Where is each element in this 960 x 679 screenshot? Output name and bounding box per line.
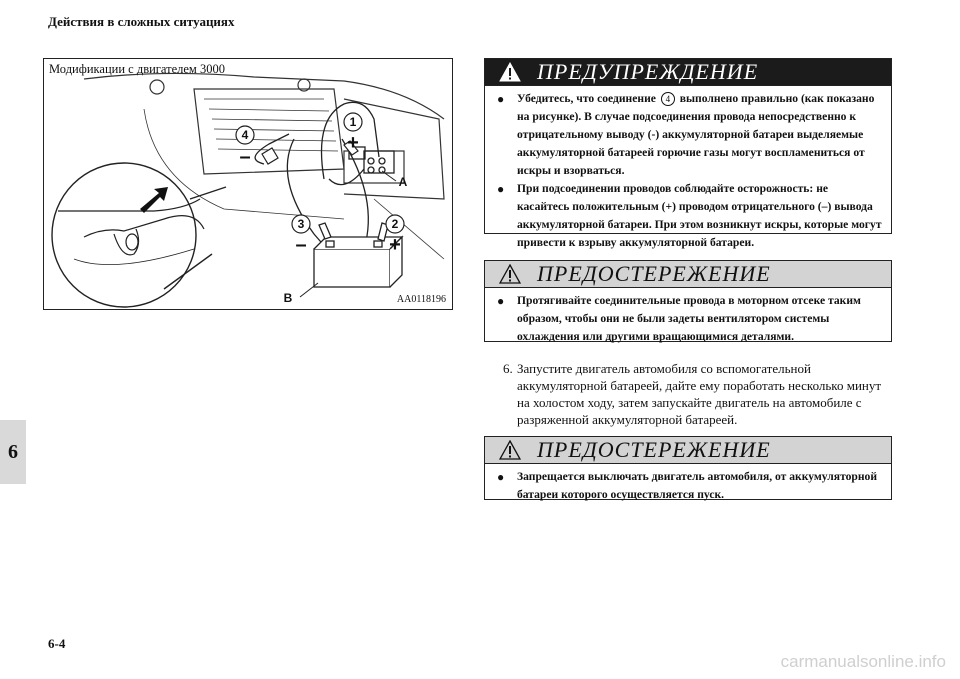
label-b: B: [283, 291, 293, 305]
warning-title: ПРЕДУПРЕЖДЕНИЕ: [537, 59, 759, 84]
bullet-icon: ●: [497, 92, 505, 106]
jump-start-figure: [43, 58, 453, 310]
bullet-icon: ●: [497, 182, 505, 196]
list-item: [497, 292, 883, 346]
caution-box-1: [484, 260, 892, 342]
page-number: 6-4: [48, 636, 66, 651]
caution-box-2: [484, 436, 892, 500]
step-text: Запустите двигатель автомобиля со вспомогательной аккумуляторной батареей, дайте ему поработать несколько минут на холостом ходу, затем запускайте двигатель на автомобиле с разряженной аккумуляторной батареей.: [517, 361, 882, 427]
label-a: A: [398, 175, 408, 189]
plus-sign-1: +: [347, 132, 359, 154]
figure-code: AA0118196: [396, 294, 446, 305]
plus-sign-2: +: [389, 234, 401, 256]
bullet-text: Протягивайте соединительные провода в моторном отсеке таким образом, чтобы они не были задеты вентилятором системы охлаждения или другими вращающимися деталями.: [517, 294, 861, 343]
bullet-text-continued: выполнено правильно (как показано на рисунке). В случае подсоединения провода непосредственно к отрицательному выводу (-) аккумуляторной батареи выделяемые аккумуляторной батареей горючие газы могут воспламениться от искры и взорваться.: [517, 92, 875, 177]
warning-triangle-icon: [499, 440, 521, 460]
minus-sign-3: –: [295, 234, 307, 256]
circled-number: 4: [661, 92, 675, 106]
watermark: carmanualsonline.info: [780, 652, 946, 671]
bullet-text: При подсоединении проводов соблюдайте осторожность: не касайтесь положительным (+) проводом отрицательного (–) вывода аккумуляторной батареи. При этом возникнут искры, которые могут привести к взрыву аккумуляторной батареи.: [517, 182, 882, 249]
list-item: [497, 90, 883, 180]
callout-4: 4: [241, 128, 249, 142]
warning-box: [484, 58, 892, 249]
warning-header: [485, 59, 891, 86]
list-item: [497, 180, 883, 252]
caution-title: ПРЕДОСТЕРЕЖЕНИЕ: [537, 261, 771, 286]
callout-3: 3: [297, 217, 305, 231]
caution-title: ПРЕДОСТЕРЕЖЕНИЕ: [537, 437, 771, 462]
bullet-icon: ●: [497, 294, 505, 308]
figure-caption: Модификации с двигателем 3000: [49, 62, 225, 76]
engine-illustration: [44, 59, 452, 309]
caution-header: [485, 437, 891, 464]
page-header-title: Действия в сложных ситуациях: [48, 14, 235, 29]
step-number: 6.: [503, 361, 513, 376]
chapter-tab: 6: [0, 420, 26, 484]
callout-2: 2: [391, 217, 399, 231]
warning-triangle-icon: [499, 62, 521, 82]
bullet-text: Запрещается выключать двигатель автомобиля, от аккумуляторной батареи которого осуществляется пуск.: [517, 470, 878, 501]
callout-1: 1: [349, 115, 357, 129]
bullet-icon: ●: [497, 470, 505, 484]
warning-triangle-icon: [499, 264, 521, 284]
bullet-text: Убедитесь, что соединение: [517, 92, 656, 105]
step-6: [503, 360, 893, 428]
minus-sign-4: –: [239, 146, 251, 168]
caution-header: [485, 261, 891, 288]
list-item: [497, 468, 883, 504]
